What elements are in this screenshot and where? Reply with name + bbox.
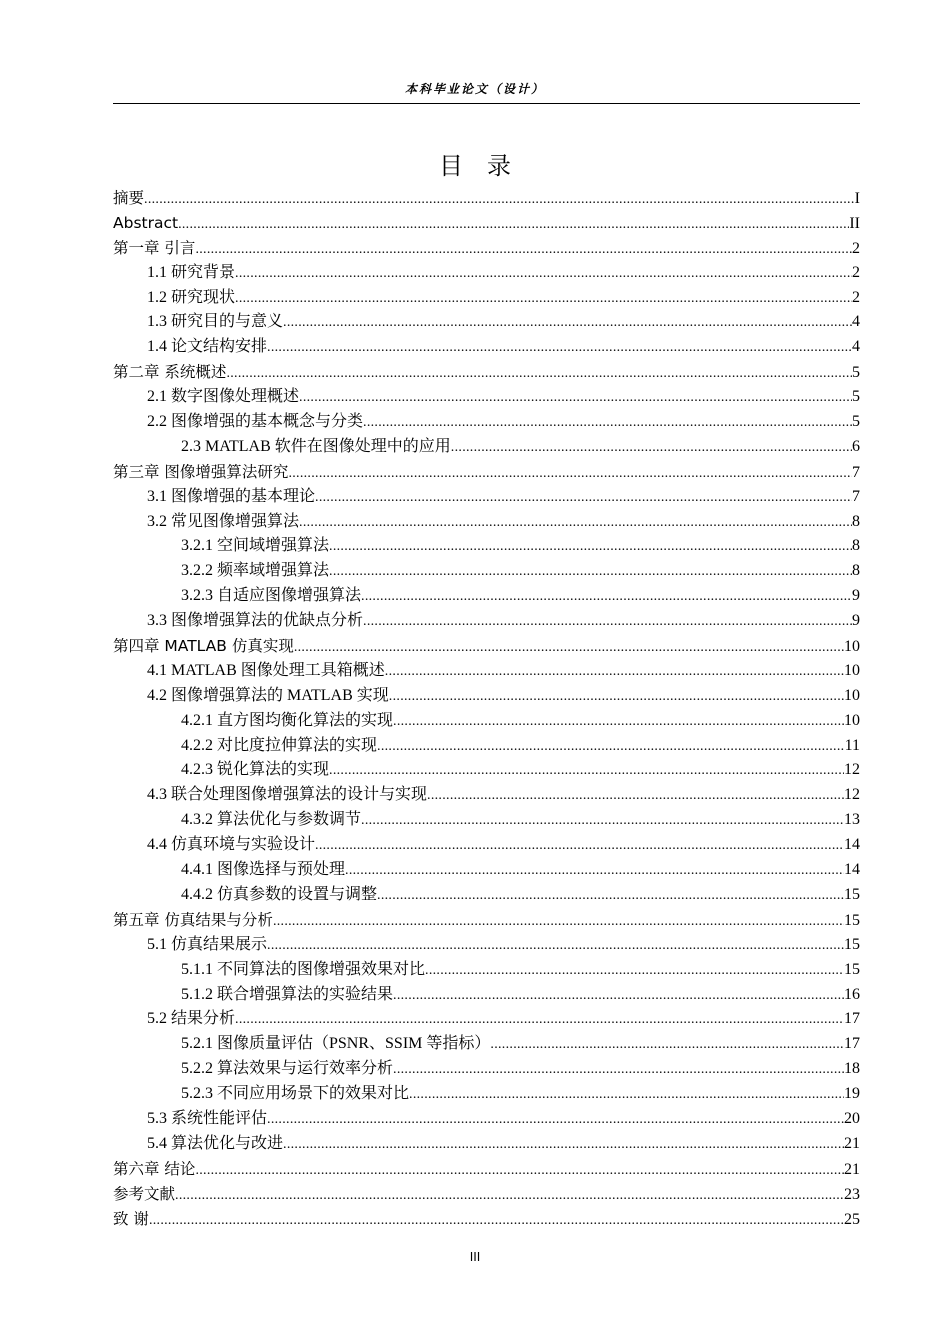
toc-entry[interactable]: [113, 933, 860, 958]
dot-leader: [427, 784, 844, 809]
toc-entry[interactable]: [113, 908, 860, 933]
toc-entry-page: 17: [844, 1010, 860, 1028]
toc-entry-title: 5.2 结果分析: [147, 1010, 236, 1028]
dot-leader: [195, 1159, 844, 1184]
toc-entry-title: 1.1 研究背景: [147, 263, 236, 281]
dot-leader: [409, 1083, 844, 1108]
toc-entry[interactable]: [113, 510, 860, 535]
dot-leader: [235, 287, 852, 312]
toc-entry-page: 19: [844, 1085, 860, 1103]
toc-entry-page: 25: [844, 1210, 860, 1228]
toc-entry[interactable]: [113, 684, 860, 709]
toc-entry[interactable]: [113, 1032, 860, 1057]
toc-entry-page: 2: [852, 239, 860, 257]
toc-entry-page: 10: [844, 711, 860, 729]
dot-leader: [377, 735, 845, 760]
toc-entry-title: 5.1 仿真结果展示: [147, 935, 268, 953]
toc-entry[interactable]: [113, 858, 860, 883]
toc-entry[interactable]: [113, 1107, 860, 1132]
toc-entry-page: 6: [852, 437, 860, 455]
toc-entry[interactable]: [113, 559, 860, 584]
toc-entry-page: 18: [844, 1060, 860, 1078]
toc-entry[interactable]: [113, 833, 860, 858]
toc-entry-page: 7: [852, 487, 860, 505]
toc-entry[interactable]: [113, 1132, 860, 1157]
toc-entry[interactable]: [113, 435, 860, 460]
toc-entry[interactable]: [113, 385, 860, 410]
table-of-contents: [113, 186, 860, 1231]
toc-entry-page: 14: [844, 861, 860, 879]
toc-entry[interactable]: [113, 1057, 860, 1082]
toc-entry-page: 4: [852, 338, 860, 356]
dot-leader: [393, 1058, 844, 1083]
dot-leader: [385, 660, 844, 685]
toc-entry-page: 5: [852, 413, 860, 431]
toc-entry[interactable]: [113, 410, 860, 435]
toc-entry-title: 4.3.2 算法优化与参数调节: [181, 811, 362, 829]
toc-entry[interactable]: [113, 958, 860, 983]
toc-entry[interactable]: [113, 883, 860, 908]
toc-entry-title: 3.2.2 频率域增强算法: [181, 562, 330, 580]
dot-leader: [273, 910, 844, 935]
toc-entry-page: 8: [852, 512, 860, 530]
dot-leader: [178, 213, 849, 238]
toc-entry-page: 2: [852, 263, 860, 281]
dot-leader: [329, 560, 852, 585]
dot-leader: [393, 710, 844, 735]
toc-entry-title: 4.3 联合处理图像增强算法的设计与实现: [147, 786, 428, 804]
toc-entry-title: 参考文献: [113, 1184, 176, 1203]
dot-leader: [329, 759, 844, 784]
toc-entry-title: 5.4 算法优化与改进: [147, 1134, 284, 1152]
toc-entry-title: 致 谢: [113, 1209, 149, 1228]
toc-entry-title: 5.3 系统性能评估: [147, 1109, 268, 1127]
toc-entry[interactable]: [113, 1007, 860, 1032]
toc-entry-page: 4: [852, 313, 860, 331]
toc-entry-title: 第五章 仿真结果与分析: [113, 910, 273, 929]
toc-entry-title: 5.2.1 图像质量评估（PSNR、SSIM 等指标）: [181, 1035, 491, 1053]
toc-entry[interactable]: [113, 360, 860, 385]
toc-entry-page: 17: [844, 1035, 860, 1053]
toc-entry-page: 13: [844, 811, 860, 829]
toc-entry-title: 1.2 研究现状: [147, 288, 236, 306]
toc-entry-title: 2.2 图像增强的基本概念与分类: [147, 413, 364, 431]
toc-entry-page: II: [849, 214, 860, 232]
dot-leader: [226, 362, 852, 387]
toc-entry-title: 4.2.2 对比度拉伸算法的实现: [181, 736, 378, 754]
toc-entry-title: 4.2.3 锐化算法的实现: [181, 761, 330, 779]
toc-entry[interactable]: [113, 634, 860, 659]
toc-entry-title: 4.2 图像增强算法的 MATLAB 实现: [147, 686, 389, 704]
toc-entry-title: 2.1 数字图像处理概述: [147, 388, 300, 406]
toc-entry[interactable]: [113, 1082, 860, 1107]
toc-entry-page: 21: [844, 1160, 860, 1178]
toc-entry-page: 11: [844, 736, 860, 754]
toc-entry-page: 2: [852, 288, 860, 306]
toc-entry-page: 10: [844, 638, 860, 656]
toc-entry-page: 12: [844, 761, 860, 779]
toc-entry[interactable]: [113, 286, 860, 311]
toc-entry-title: 第六章 结论: [113, 1159, 196, 1178]
toc-entry[interactable]: [113, 236, 860, 261]
toc-entry-title: 第一章 引言: [113, 238, 196, 257]
toc-entry-page: 15: [844, 885, 860, 903]
toc-entry-page: 9: [852, 612, 860, 630]
dot-leader: [149, 1209, 844, 1234]
toc-entry-page: 16: [844, 985, 860, 1003]
toc-entry-title: 3.2.1 空间域增强算法: [181, 537, 330, 555]
dot-leader: [451, 436, 852, 461]
toc-entry-title: 5.2.3 不同应用场景下的效果对比: [181, 1085, 410, 1103]
toc-entry[interactable]: [113, 460, 860, 485]
toc-entry-page: 9: [852, 587, 860, 605]
toc-entry-page: 8: [852, 537, 860, 555]
toc-entry-title: 5.1.2 联合增强算法的实验结果: [181, 985, 394, 1003]
dot-leader: [175, 1184, 844, 1209]
toc-entry[interactable]: [113, 709, 860, 734]
dot-leader: [288, 462, 852, 487]
toc-entry-page: 23: [844, 1185, 860, 1203]
toc-entry-page: 21: [844, 1134, 860, 1152]
toc-entry[interactable]: [113, 310, 860, 335]
toc-entry-title: 1.3 研究目的与意义: [147, 313, 284, 331]
toc-entry-title: 第二章 系统概述: [113, 363, 227, 382]
toc-entry-title: 3.3 图像增强算法的优缺点分析: [147, 612, 364, 630]
dot-leader: [294, 636, 844, 661]
toc-entry-page: 10: [844, 661, 860, 679]
toc-entry-title: 第四章 MATLAB 仿真实现: [113, 637, 294, 656]
toc-title: 目录: [439, 152, 535, 180]
toc-entry-title: Abstract: [113, 213, 179, 232]
toc-entry[interactable]: [113, 335, 860, 360]
toc-entry[interactable]: [113, 659, 860, 684]
toc-entry-page: 15: [844, 911, 860, 929]
toc-entry-page: 12: [844, 786, 860, 804]
running-header: 本科毕业论文（设计）: [404, 82, 545, 96]
toc-entry-title: 3.1 图像增强的基本理论: [147, 487, 316, 505]
toc-entry-page: 7: [852, 463, 860, 481]
toc-entry-page: 5: [852, 388, 860, 406]
toc-entry-title: 4.1 MATLAB 图像处理工具箱概述: [147, 661, 385, 679]
dot-leader: [267, 1108, 844, 1133]
toc-entry[interactable]: [113, 734, 860, 759]
dot-leader: [267, 934, 844, 959]
toc-entry[interactable]: [113, 983, 860, 1008]
toc-entry[interactable]: [113, 534, 860, 559]
toc-entry[interactable]: [113, 1207, 860, 1232]
dot-leader: [389, 685, 844, 710]
toc-entry[interactable]: [113, 609, 860, 634]
header-rule: [113, 103, 860, 104]
dot-leader: [490, 1033, 844, 1058]
toc-entry[interactable]: [113, 758, 860, 783]
toc-entry-title: 3.2 常见图像增强算法: [147, 512, 300, 530]
toc-entry[interactable]: [113, 261, 860, 286]
page-number: III: [469, 1250, 481, 1264]
toc-entry[interactable]: [113, 1182, 860, 1207]
toc-entry-page: 10: [844, 686, 860, 704]
dot-leader: [329, 535, 852, 560]
toc-entry-title: 1.4 论文结构安排: [147, 338, 268, 356]
toc-entry[interactable]: [113, 186, 860, 211]
dot-leader: [363, 411, 852, 436]
toc-entry-page: 15: [844, 960, 860, 978]
dot-leader: [283, 311, 852, 336]
toc-entry-title: 3.2.3 自适应图像增强算法: [181, 587, 362, 605]
toc-entry-title: 4.4.2 仿真参数的设置与调整: [181, 885, 378, 903]
dot-leader: [393, 984, 844, 1009]
dot-leader: [315, 834, 844, 859]
toc-entry[interactable]: [113, 1157, 860, 1182]
dot-leader: [144, 188, 855, 213]
toc-entry-page: 14: [844, 836, 860, 854]
dot-leader: [235, 262, 852, 287]
toc-entry-page: 20: [844, 1109, 860, 1127]
dot-leader: [425, 959, 844, 984]
dot-leader: [377, 884, 844, 909]
dot-leader: [195, 238, 852, 263]
toc-entry[interactable]: [113, 783, 860, 808]
toc-entry-title: 5.2.2 算法效果与运行效率分析: [181, 1060, 394, 1078]
toc-entry-page: 8: [852, 562, 860, 580]
toc-entry-title: 4.4 仿真环境与实验设计: [147, 836, 316, 854]
dot-leader: [299, 386, 852, 411]
dot-leader: [345, 859, 844, 884]
dot-leader: [299, 511, 852, 536]
toc-entry[interactable]: [113, 584, 860, 609]
toc-entry[interactable]: [113, 808, 860, 833]
toc-entry-page: 5: [852, 364, 860, 382]
toc-entry-title: 第三章 图像增强算法研究: [113, 462, 289, 481]
dot-leader: [315, 486, 852, 511]
toc-entry-title: 4.2.1 直方图均衡化算法的实现: [181, 711, 394, 729]
toc-entry-page: I: [854, 190, 860, 207]
toc-entry-title: 2.3 MATLAB 软件在图像处理中的应用: [181, 437, 451, 455]
toc-entry-title: 5.1.1 不同算法的图像增强效果对比: [181, 960, 426, 978]
toc-entry[interactable]: [113, 485, 860, 510]
toc-entry-title: 摘要: [113, 189, 145, 207]
toc-entry-title: 4.4.1 图像选择与预处理: [181, 861, 346, 879]
dot-leader: [283, 1133, 844, 1158]
dot-leader: [361, 809, 844, 834]
toc-entry-page: 15: [844, 935, 860, 953]
dot-leader: [363, 610, 852, 635]
dot-leader: [361, 585, 852, 610]
dot-leader: [235, 1008, 844, 1033]
toc-entry[interactable]: [113, 211, 860, 236]
dot-leader: [267, 336, 852, 361]
